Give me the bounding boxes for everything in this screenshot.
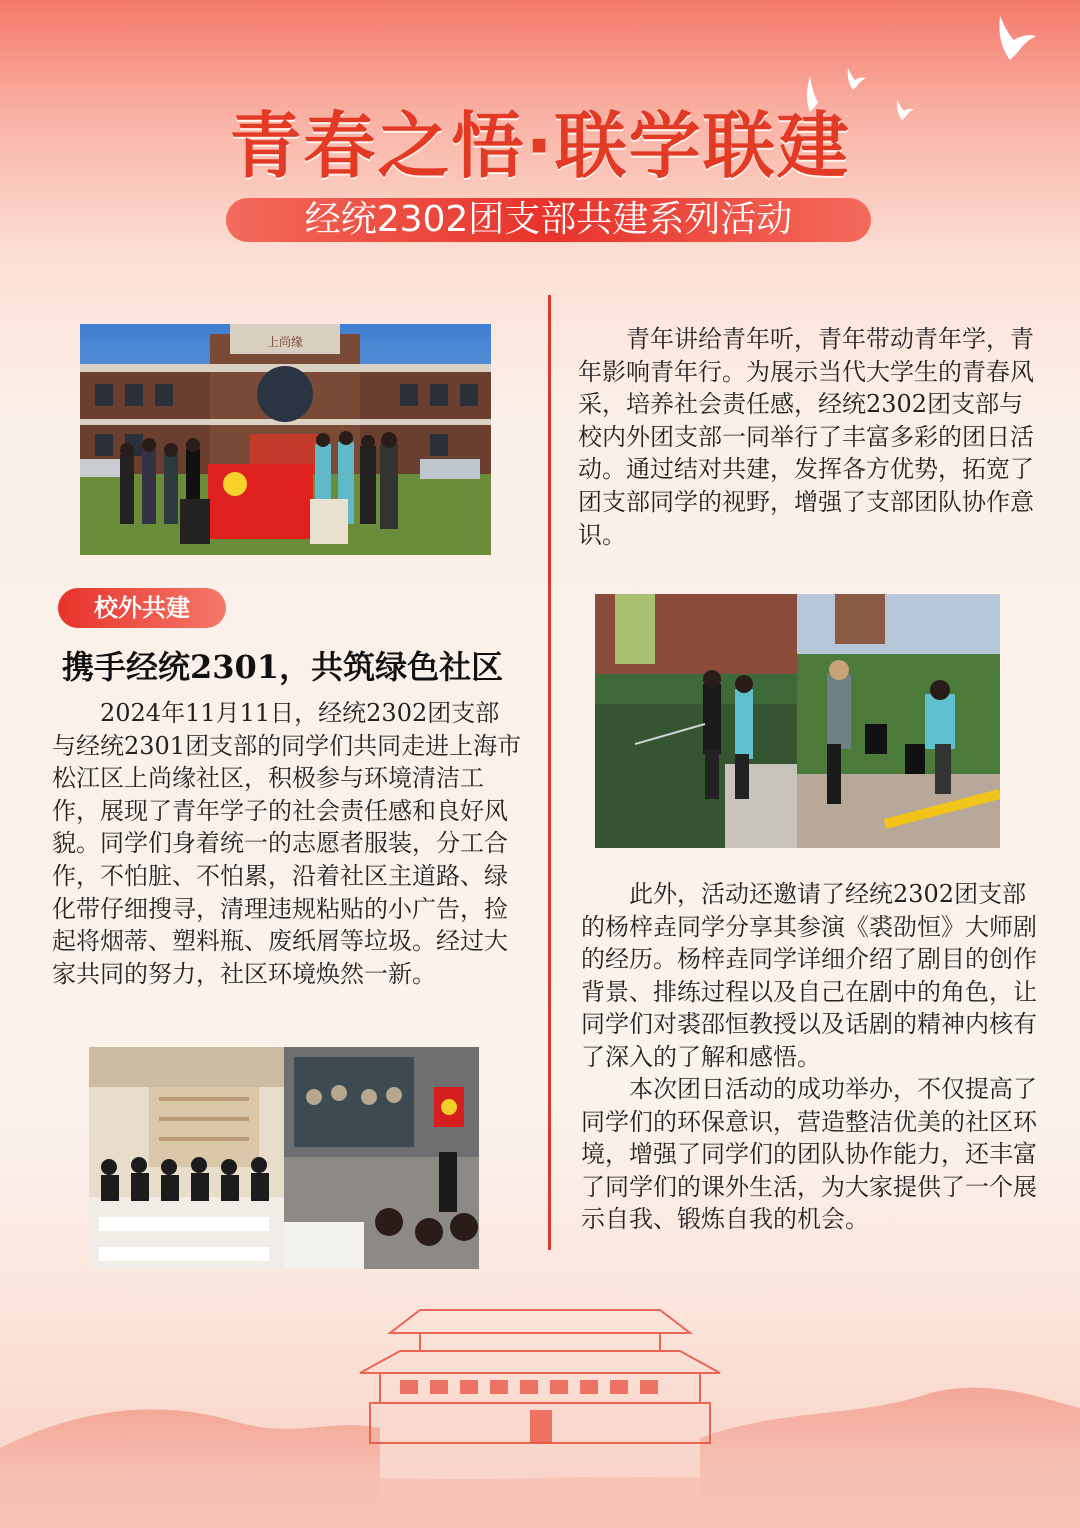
summary-paragraph: 本次团日活动的成功举办，不仅提高了同学们的环保意识，营造整洁优美的社区环境，增强了同学们的团队协作能力，还丰富了同学们的课外生活，为大家提供了一个展示自我、锻炼自我的机会。	[581, 1075, 1037, 1234]
subtitle-banner: 经统2302团支部共建系列活动	[226, 198, 871, 242]
page-title: 青春之悟·联学联建	[229, 104, 851, 188]
intro-paragraph: 青年讲给青年听，青年带动青年学，青年影响青年行。为展示当代大学生的青春风采，培养社会责任感，经统2302团支部与校内外团支部一同举行了丰富多彩的团日活动。通过结对共建，发挥各方优势，拓宽了团支部同学的视野，增强了支部团队协作意识。	[578, 325, 1034, 549]
footer-decoration	[0, 1298, 1080, 1528]
column-divider	[548, 295, 551, 1250]
community-paragraph: 2024年11月11日，经统2302团支部与经统2301团支部的同学们共同走进上海市松江区上尚缘社区，积极参与环境清洁工作，展现了青年学子的社会责任感和良好风貌。同学们身着统一的志愿者服装，分工合作，不怕脏、不怕累，沿着社区主道路、绿化带仔细搜寻，清理违规粘贴的小广告，捡起将烟蒂、塑料瓶、废纸屑等垃圾。经过大家共同的努力，社区环境焕然一新。	[52, 699, 522, 988]
sharing-paragraph: 此外，活动还邀请了经统2302团支部的杨梓垚同学分享其参演《裘劭恒》大师剧的经历。杨梓垚同学详细介绍了剧目的创作背景、排练过程以及自己在剧中的角色，让同学们对裘邵恒教授以及话剧的精神内核有了深入的了解和感悟。	[581, 880, 1037, 1071]
section-tag: 校外共建	[58, 588, 226, 628]
photo-volunteer-cleaning	[595, 594, 1000, 848]
section-heading: 携手经统2301，共筑绿色社区	[62, 648, 504, 686]
photo-classroom-sharing	[89, 1047, 479, 1269]
dove-icon	[980, 8, 1040, 68]
photo-community-group	[80, 324, 491, 555]
building-sign: 上尚缘	[266, 335, 304, 349]
